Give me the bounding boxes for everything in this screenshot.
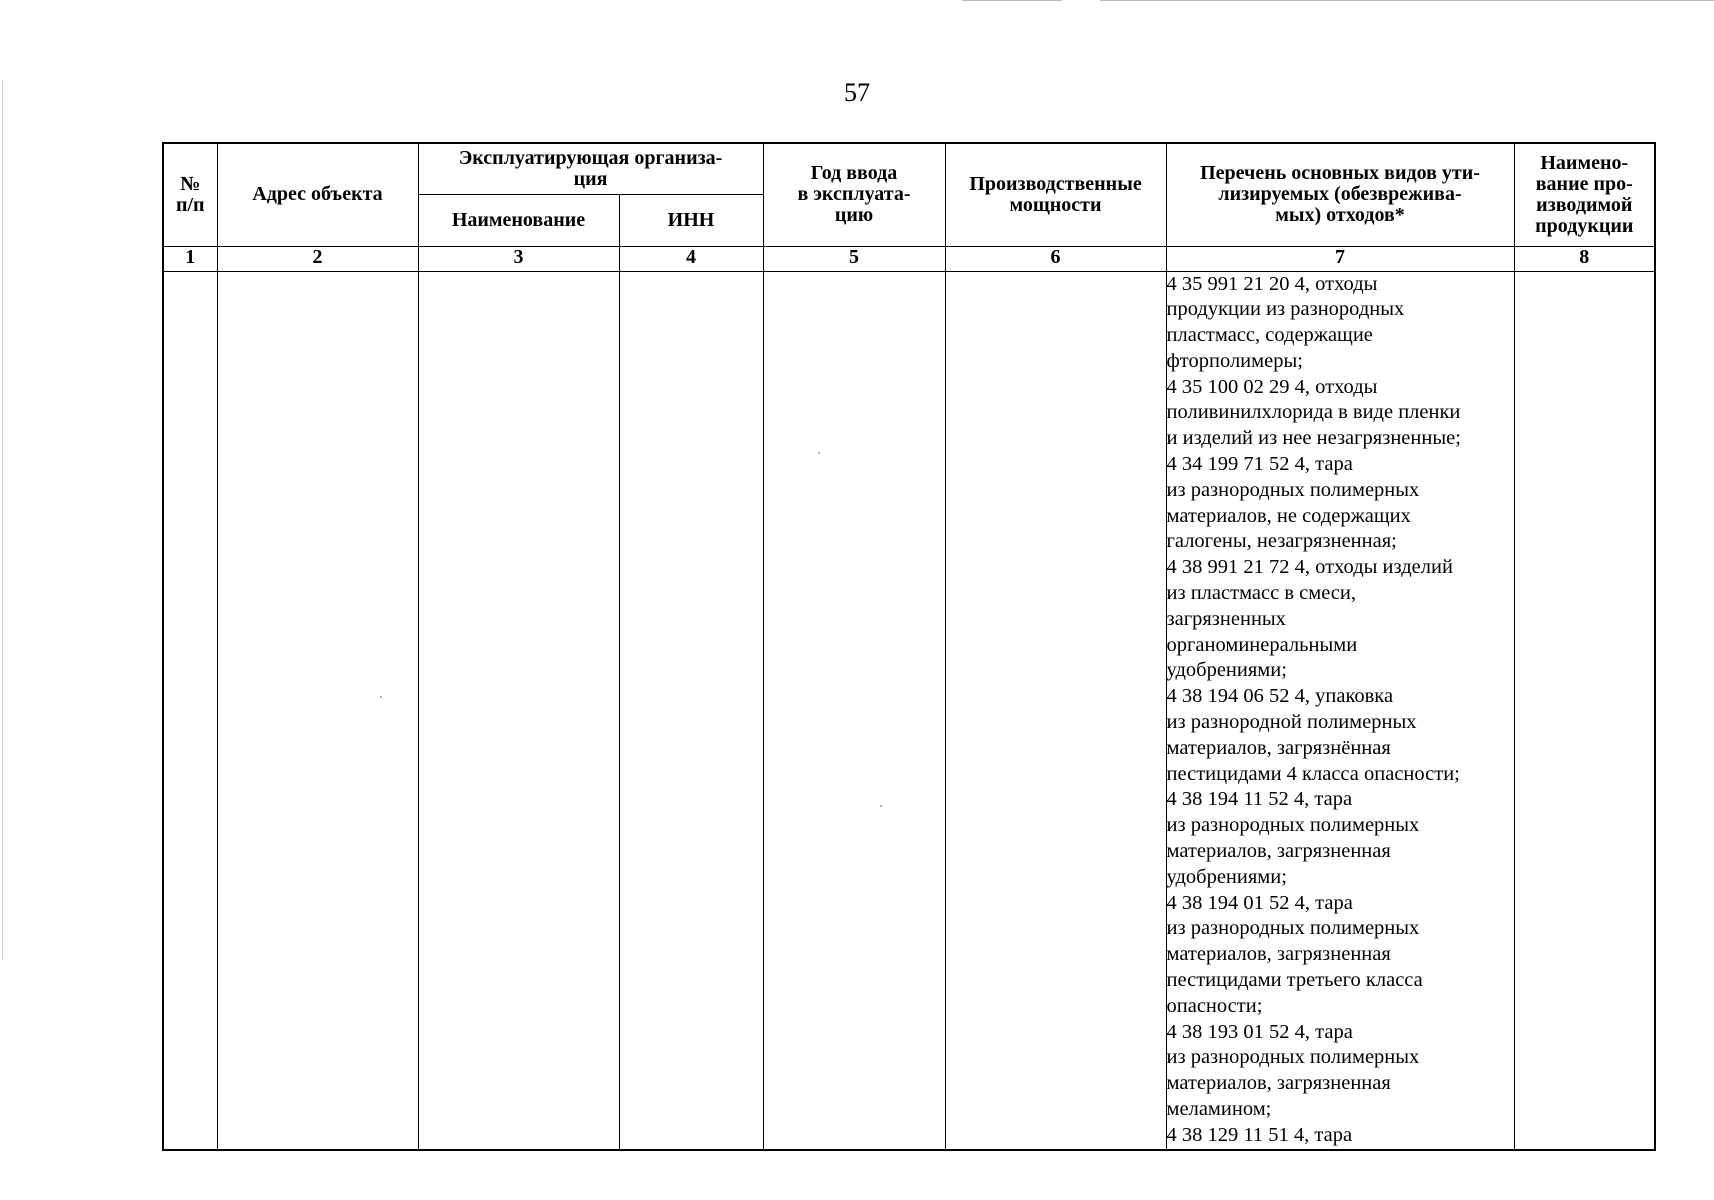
waste-line: пестицидами 4 класса опасности; bbox=[1166, 762, 1460, 785]
facilities-table bbox=[162, 142, 1656, 1151]
waste-line: поливинилхлорида в виде пленки bbox=[1166, 401, 1461, 424]
cell-inn bbox=[619, 271, 763, 1150]
waste-line: пестицидами третьего класса bbox=[1166, 969, 1423, 992]
waste-line: материалов, загрязненная bbox=[1166, 943, 1391, 966]
waste-line: из разнородных полимерных bbox=[1166, 478, 1420, 501]
scan-edge-line-left bbox=[2, 80, 3, 960]
waste-line: материалов, загрязненная bbox=[1166, 840, 1391, 863]
header-product-name: Наимено- вание про- изводимой продукции bbox=[1514, 143, 1655, 246]
waste-line: из разнородных полимерных bbox=[1166, 917, 1420, 940]
cell-row-number bbox=[163, 271, 217, 1150]
page-number: 57 bbox=[844, 78, 870, 107]
header-waste-types: Перечень основных видов ути- лизируемых (обезврежива- мых) отходов* bbox=[1166, 143, 1514, 246]
waste-line: органоминеральными bbox=[1166, 633, 1358, 656]
waste-line: из разнородных полимерных bbox=[1166, 1046, 1420, 1069]
waste-line: из разнородных полимерных bbox=[1166, 814, 1420, 837]
column-index: 7 bbox=[1166, 246, 1514, 271]
header-organization-name: Наименование bbox=[418, 194, 619, 246]
header-operating-organization: Эксплуатирующая организа- ция bbox=[418, 143, 763, 194]
waste-line: 4 34 199 71 52 4, тара bbox=[1166, 453, 1353, 476]
waste-line: и изделий из нее незагрязненные; bbox=[1166, 427, 1461, 450]
header-production-capacity: Производственные мощности bbox=[945, 143, 1166, 246]
column-index: 3 bbox=[418, 246, 619, 271]
cell-organization-name bbox=[418, 271, 619, 1150]
column-index: 5 bbox=[763, 246, 945, 271]
scan-edge-line-top-left bbox=[962, 0, 1062, 1]
column-index: 1 bbox=[163, 246, 217, 271]
waste-line: пластмасс, содержащие bbox=[1166, 324, 1373, 347]
header-row-number: № п/п bbox=[163, 143, 217, 246]
waste-line: из разнородной полимерных bbox=[1166, 711, 1417, 734]
cell-product-name bbox=[1514, 271, 1655, 1150]
waste-line: удобрениями; bbox=[1166, 659, 1287, 682]
waste-line: 4 38 193 01 52 4, тара bbox=[1166, 1020, 1353, 1043]
column-index-row bbox=[163, 246, 1655, 271]
column-index: 8 bbox=[1514, 246, 1655, 271]
cell-commissioning-year bbox=[763, 271, 945, 1150]
waste-line: из пластмасс в смеси, bbox=[1166, 582, 1357, 605]
waste-line: материалов, не содержащих bbox=[1166, 504, 1411, 527]
column-index: 4 bbox=[619, 246, 763, 271]
waste-line: меламином; bbox=[1166, 1098, 1272, 1120]
waste-line: 4 35 100 02 29 4, отходы bbox=[1166, 375, 1378, 398]
column-index: 6 bbox=[945, 246, 1166, 271]
waste-line: материалов, загрязнённая bbox=[1166, 736, 1391, 759]
header-object-address: Адрес объекта bbox=[217, 143, 418, 246]
waste-line: загрязненных bbox=[1166, 607, 1286, 630]
waste-line: 4 38 194 01 52 4, тара bbox=[1166, 891, 1353, 914]
waste-line: материалов, загрязненная bbox=[1166, 1072, 1391, 1095]
waste-line: 4 38 991 21 72 4, отходы изделий bbox=[1166, 556, 1453, 579]
scan-edge-line-top-right bbox=[1100, 0, 1714, 1]
header-commissioning-year: Год ввода в эксплуата- цию bbox=[763, 143, 945, 246]
waste-line: галогены, незагрязненная; bbox=[1166, 530, 1397, 553]
cell-production-capacity bbox=[945, 271, 1166, 1150]
waste-line: опасности; bbox=[1166, 994, 1263, 1017]
cell-waste-types bbox=[1166, 271, 1514, 1150]
header-inn: ИНН bbox=[619, 194, 763, 246]
waste-line: фторполимеры; bbox=[1166, 349, 1303, 372]
waste-line: 4 35 991 21 20 4, отходы bbox=[1166, 272, 1378, 295]
waste-line: 4 38 129 11 51 4, тара bbox=[1166, 1123, 1353, 1146]
waste-line: 4 38 194 11 52 4, тара bbox=[1166, 788, 1353, 811]
waste-line: удобрениями; bbox=[1166, 865, 1287, 888]
column-index: 2 bbox=[217, 246, 418, 271]
waste-line: продукции из разнородных bbox=[1166, 298, 1405, 321]
table-row bbox=[163, 271, 1655, 1150]
waste-line: 4 38 194 06 52 4, упаковка bbox=[1166, 685, 1394, 708]
cell-object-address bbox=[217, 271, 418, 1150]
